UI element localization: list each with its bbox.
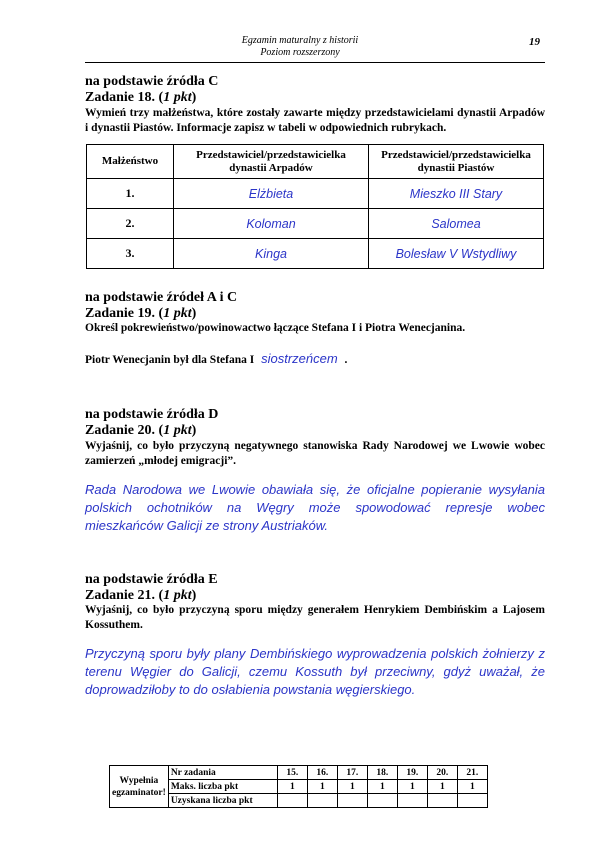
obtained-points-cell[interactable] [397,794,427,808]
max-points-cell: 1 [277,780,307,794]
task19-source: na podstawie źródeł A i C [85,290,238,305]
task-number-label: Nr zadania [168,766,277,780]
table-row [87,239,544,269]
task18-source: na podstawie źródła C [85,74,219,89]
header-divider [85,62,545,63]
arpad-answer[interactable]: Kinga [174,239,369,269]
task20-instruction: Wyjaśnij, co było przyczyną negatywnego stanowiska Rady Narodowej we Lwowie wobec zamierzeń „młodej emigracji”. [85,440,545,467]
obtained-points-cell[interactable] [367,794,397,808]
page-header [0,35,600,59]
task18-instruction: Wymień trzy małżeństwa, które zostały zawarte między przedstawicielami dynastii Arpadów i dynastii Piastów. Informacje zapisz w tabeli w odpowiednich rubrykach. [85,107,545,134]
obtained-points-cell[interactable] [427,794,457,808]
task19-sentence-end: . [344,354,348,366]
page-number: 19 [529,36,540,48]
header-level: Poziom rozszerzony [260,47,340,58]
obtained-points-cell[interactable] [457,794,487,808]
task20-title: Zadanie 20. (1 pkt) [85,423,197,438]
col-header-arpad: Przedstawiciel/przedstawicielka dynastii Arpadów [174,145,369,179]
task19-title: Zadanie 19. (1 pkt) [85,306,197,321]
task-number-cell: 18. [367,766,397,780]
task-number-cell: 20. [427,766,457,780]
obtained-points-cell[interactable] [277,794,307,808]
task19-sentence-start: Piotr Wenecjanin był dla Stefana I [85,354,255,366]
row-number: 3. [87,239,174,269]
task-number-cell: 15. [277,766,307,780]
task21-title: Zadanie 21. (1 pkt) [85,588,197,603]
task21-source: na podstawie źródła E [85,572,218,587]
max-points-cell: 1 [307,780,337,794]
examiner-label: Wypełnia egzaminator! [110,766,169,808]
piast-answer[interactable]: Mieszko III Stary [369,179,544,209]
task-number-cell: 17. [337,766,367,780]
obtained-points-cell[interactable] [337,794,367,808]
col-header-marriage: Małżeństwo [87,145,174,179]
col-header-piast: Przedstawiciel/przedstawicielka dynastii Piastów [369,145,544,179]
task20-source: na podstawie źródła D [85,407,219,422]
piast-answer[interactable]: Bolesław V Wstydliwy [369,239,544,269]
task-number-cell: 21. [457,766,487,780]
arpad-answer[interactable]: Elżbieta [174,179,369,209]
max-points-cell: 1 [337,780,367,794]
max-points-label: Maks. liczba pkt [168,780,277,794]
task-number-cell: 16. [307,766,337,780]
max-points-cell: 1 [457,780,487,794]
max-points-cell: 1 [427,780,457,794]
score-table [109,765,488,808]
task18-table [86,144,544,269]
header-exam-title: Egzamin maturalny z historii [241,35,359,46]
arpad-answer[interactable]: Koloman [174,209,369,239]
obtained-points-cell[interactable] [307,794,337,808]
task18-title: Zadanie 18. (1 pkt) [85,90,197,105]
task19-answer[interactable]: siostrzeńcem [261,351,338,366]
task21-answer[interactable]: Przyczyną sporu były plany Dembińskiego wyprowadzenia polskich żołnierzy z terenu Węgier do Galicji, czemu Kossuth był przeciwny, gdyż uważał, że doprowadziłoby to do osłabienia powstania węgierskiego. [85,646,545,697]
obtained-points-label: Uzyskana liczba pkt [168,794,277,808]
table-row [87,209,544,239]
score-row-task-numbers [110,766,488,780]
task20-answer[interactable]: Rada Narodowa we Lwowie obawiała się, że oficjalne popieranie wysyłania polskich ochotników na Węgry może spowodować represje wobec mieszkańców Galicji ze strony Austriaków. [85,482,545,533]
row-number: 2. [87,209,174,239]
piast-answer[interactable]: Salomea [369,209,544,239]
max-points-cell: 1 [367,780,397,794]
task21-instruction: Wyjaśnij, co było przyczyną sporu między generałem Henrykiem Dembińskim a Lajosem Kossuthem. [85,604,545,631]
max-points-cell: 1 [397,780,427,794]
task-number-cell: 19. [397,766,427,780]
task19-fill-sentence [85,351,347,366]
task19-instruction: Określ pokrewieństwo/powinowactwo łączące Stefana I i Piotra Wenecjanina. [85,322,466,334]
table-header-row [87,145,544,179]
table-row [87,179,544,209]
row-number: 1. [87,179,174,209]
